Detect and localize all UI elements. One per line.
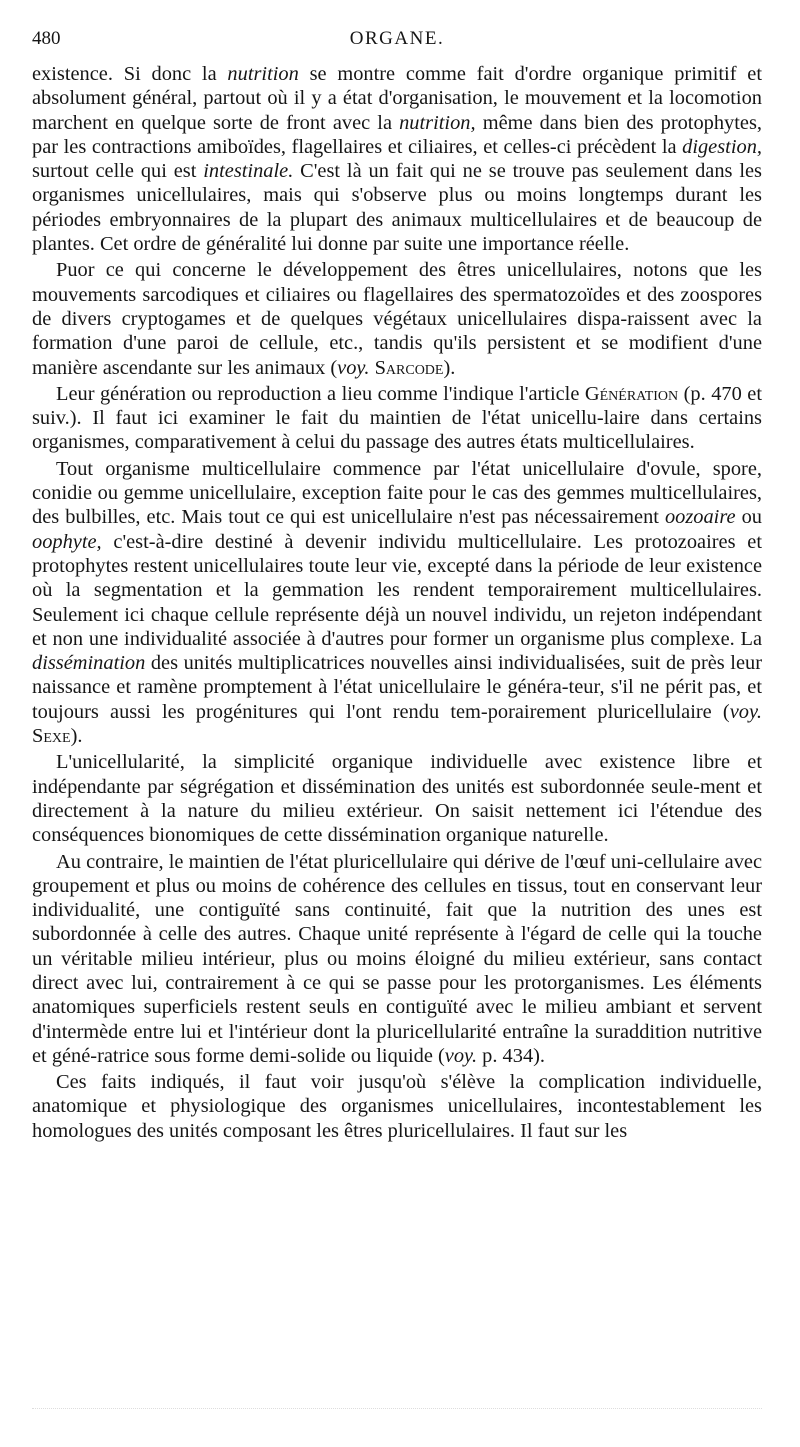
small-caps-reference: Sexe — [32, 725, 71, 748]
small-caps-reference: Sarcode — [374, 356, 444, 379]
text-run: ). — [443, 356, 456, 379]
paragraph — [32, 1070, 762, 1143]
paragraph — [32, 457, 762, 749]
running-title: ORGANE. — [349, 28, 445, 49]
text-run: Ces faits indiqués, il faut voir jusqu'où s'élève la complication individuelle, anatomique et physiologique des organismes unicellulaires, incontestablement les homologues des unités composant les êtres pluricellulaires. Il faut sur les — [32, 1071, 762, 1142]
italic-text: oophyte, — [32, 530, 102, 553]
text-run: p. 434). — [477, 1044, 546, 1067]
text-run: ). — [70, 725, 83, 748]
text-run: même dans bien des protophytes, par les contractions amiboïdes, flagellaires et ciliaires, et celles-ci précèdent la — [32, 111, 762, 158]
text-run: (p. 470 et suiv.). Il faut ici examiner le fait du maintien de l'état unicellu-laire dans certains organismes, comparativement à celui du passage des autres états multicellulaires. — [32, 382, 762, 454]
text-run: Puor ce qui concerne le développement des êtres unicellulaires, notons que les mouvements sarcodiques et ciliaires ou flagellaires des spermatozoïdes et des zoospores de divers cryptogames et de quelques végétaux unicellulaires dispa-raissent avec la formation d'une paroi de cellule, etc., tandis qu'ils persistent et se modifient d'une manière ascendante sur les animaux ( — [32, 259, 762, 379]
bleed-through-line — [32, 1408, 762, 1415]
text-run: existence. Si donc la — [32, 63, 228, 85]
italic-text: digestion, — [682, 135, 762, 158]
italic-text: nutrition, — [399, 111, 476, 134]
text-run: c'est-à-dire destiné à devenir individu multicellulaire. Les protozoaires et protophytes restent unicellulaires toute leur vie, excepté dans la période de leur existence où la segmentation et la gemmation les rendent temporairement multicellulaires. Seulement ici chaque cellule représente déjà un nouvel individu, un rejeton indépendant et non une individualité associée à d'autres pour former un organisme plus complexe. La — [32, 530, 762, 650]
italic-text: nutrition — [227, 63, 299, 85]
text-run: C'est là un fait qui ne se trouve pas seulement dans les organismes unicellulaires, mais qui s'observe plus ou moins longtemps durant les périodes embryonnaires de la plupart des animaux multicellulaires et de beaucoup de plantes. Cet ordre de généralité lui donne par suite une importance réelle. — [32, 160, 762, 256]
text-run: des unités multiplicatrices nouvelles ainsi individualisées, suit de près leur naissance et ramène promptement à l'état unicellulaire le généra-teur, s'il ne périt pas, et toujours aussi les progénitures qui l'ont rendu tem-porairement pluricellulaire ( — [32, 652, 762, 723]
text-run: ou — [735, 506, 762, 529]
italic-text: voy. — [729, 700, 762, 723]
paragraph — [32, 750, 762, 847]
italic-text: intestinale. — [203, 160, 294, 183]
italic-text: voy. — [337, 356, 370, 379]
text-run: Au contraire, le maintien de l'état pluricellulaire qui dérive de l'œuf uni-cellulaire avec groupement et plus ou moins de cohérence des cellules en tissus, tout en conservant leur individualité, une contiguïté sans continuité, fait que la nutrition des unes est subordonnée à celle des autres. Chaque unité représente à l'égard de celle qui la touche un véritable milieu intérieur, plus ou moins éloigné du milieu extérieur, sans contact direct avec lui, contrairement à ce qui se passe pour les protorganismes. Les éléments anatomiques superficiels restent seuls en contiguïté avec le milieu ambiant et servent d'intermède entre lui et l'intérieur dont la pluricellularité entraîne la suraddition nutritive et géné-ratrice sous forme demi-solide ou liquide ( — [32, 850, 762, 1067]
paragraph — [32, 382, 762, 455]
text-run: surtout celle qui est — [32, 160, 204, 183]
paragraph — [32, 62, 762, 256]
page-number: 480 — [32, 28, 61, 49]
body-text — [32, 62, 762, 1145]
page-header — [32, 28, 762, 58]
italic-text: dissémination — [32, 652, 146, 675]
italic-text: voy. — [444, 1044, 478, 1067]
text-run: L'unicellularité, la simplicité organique individuelle avec existence libre et indépendante par ségrégation et dissémination des unités est subordonnée seule-ment et directement à la nature du milieu extérieur. On saisit nettement ici l'étendue des conséquences bionomiques de cette dissémination organique naturelle. — [32, 751, 762, 847]
paragraph — [32, 850, 762, 1069]
text-run: Leur génération ou reproduction a lieu comme l'indique l'article — [56, 382, 585, 405]
text-run: Tout organisme multicellulaire commence par l'état unicellulaire d'ovule, spore, conidie ou gemme unicellulaire, exception faite pour le cas des gemmes multicellulaires, des bulbilles, etc. Mais tout ce qui est unicellulaire n'est pas nécessairement — [32, 457, 762, 529]
small-caps-reference: Génération — [584, 382, 679, 405]
paragraph — [32, 258, 762, 379]
italic-text: oozoaire — [664, 506, 736, 529]
text-run: se montre comme fait d'ordre organique primitif et absolument général, partout où il y a état d'organisation, le mouvement et la locomotion marchent en quelque sorte de front avec la — [32, 63, 763, 134]
